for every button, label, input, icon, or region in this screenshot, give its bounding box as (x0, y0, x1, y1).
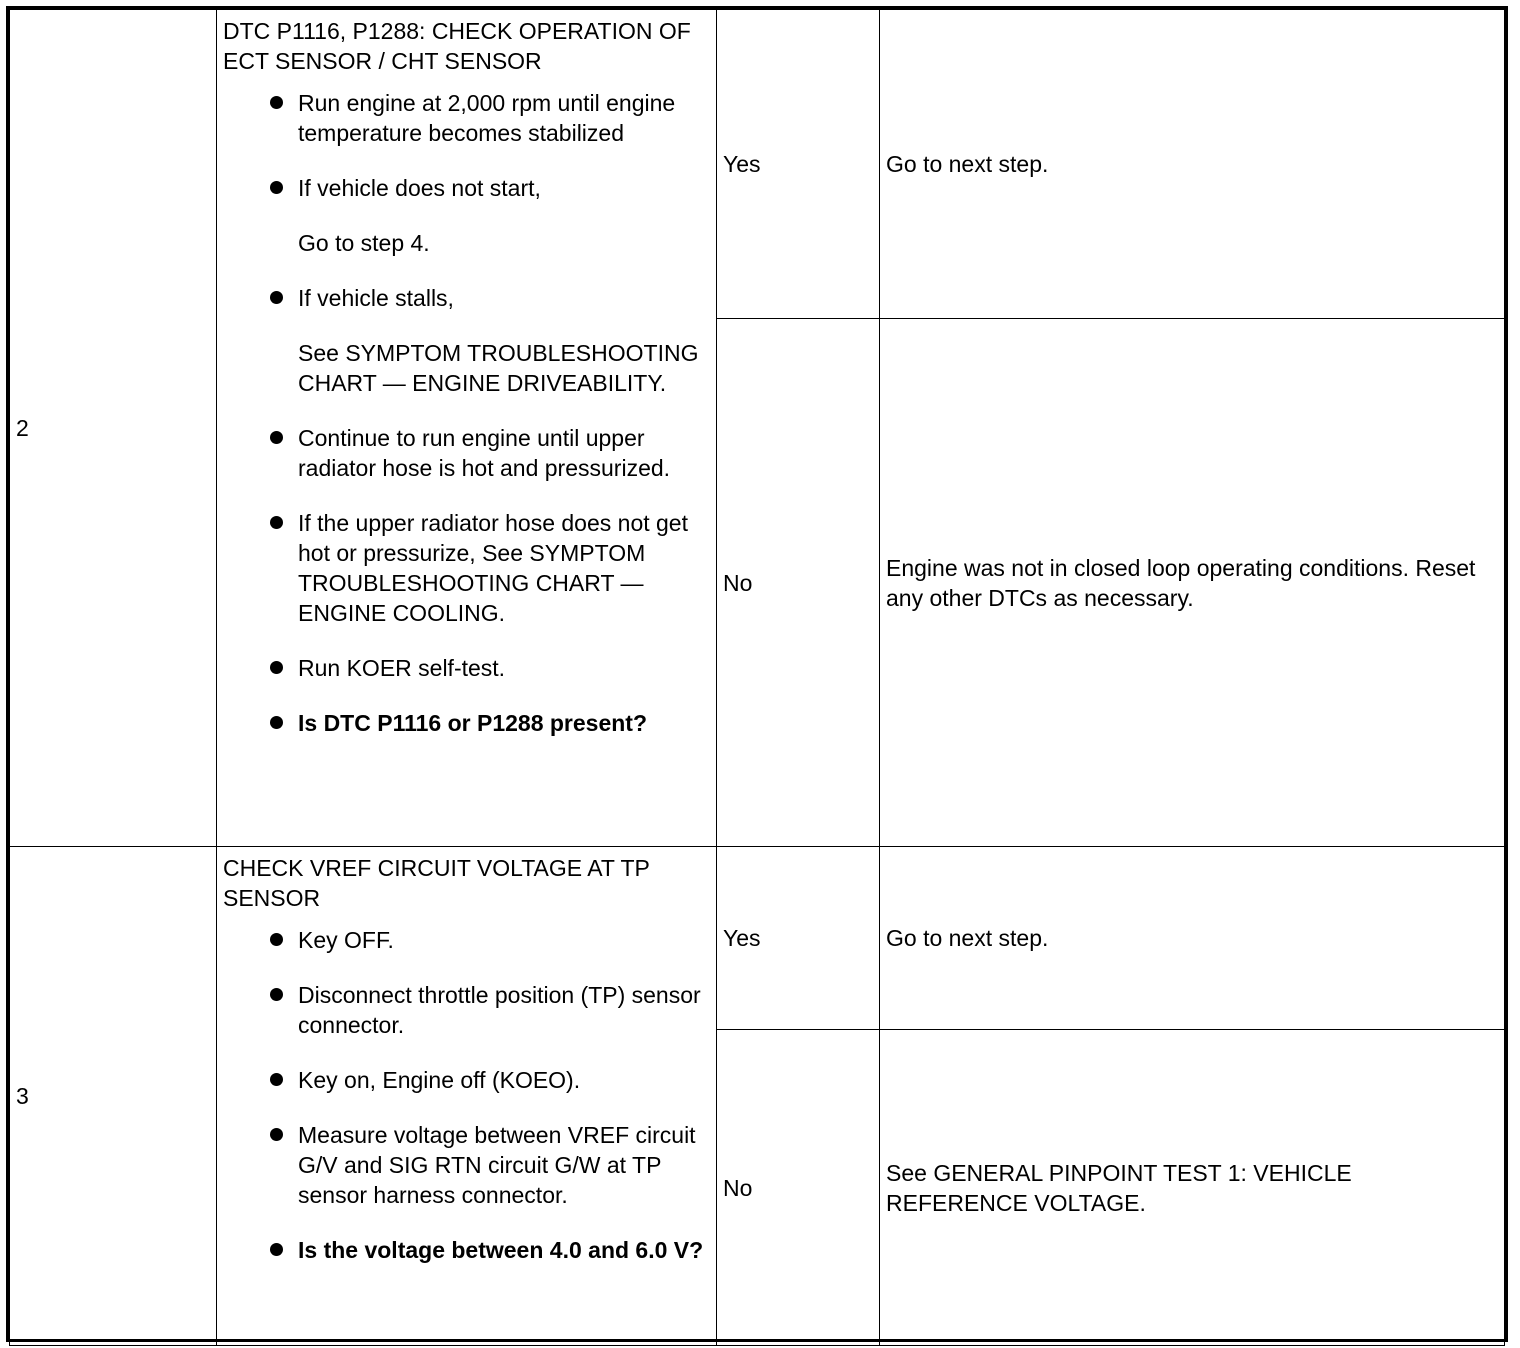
table-row (10, 847, 1505, 1030)
diagnostic-table (9, 9, 1505, 1346)
bullet-icon (270, 716, 283, 729)
list-item (267, 980, 710, 1040)
action-text: Run engine at 2,000 rpm until engine temperature becomes stabilized (298, 90, 676, 146)
list-item (267, 508, 710, 628)
question-text: Is the voltage between 4.0 and 6.0 V? (298, 1237, 704, 1263)
step-number: 3 (10, 847, 217, 1346)
bullet-icon (270, 661, 283, 674)
action-text: Disconnect throttle position (TP) sensor connector. (298, 982, 701, 1038)
result-label-yes: Yes (717, 847, 880, 1030)
table-row (10, 10, 1505, 319)
action-text: If vehicle does not start, (298, 175, 541, 201)
action-text: If the upper radiator hose does not get hot or pressurize, See SYMPTOM TROUBLESHOOTING CHART — ENGINE COOLING. (298, 510, 688, 626)
action-subtext: See SYMPTOM TROUBLESHOOTING CHART — ENGINE DRIVEABILITY. (298, 340, 699, 396)
bullet-icon (270, 516, 283, 529)
result-label-yes: Yes (717, 10, 880, 319)
list-item (267, 1065, 710, 1095)
action-text: If vehicle stalls, (298, 285, 454, 311)
result-label-no: No (717, 1030, 880, 1346)
action-cell (217, 10, 717, 847)
step-number: 2 (10, 10, 217, 847)
result-action-no: Engine was not in closed loop operating conditions. Reset any other DTCs as necessary. (880, 319, 1505, 847)
list-item (267, 653, 710, 683)
bullet-icon (270, 1128, 283, 1141)
list-item (267, 1235, 710, 1265)
step-title: DTC P1116, P1288: CHECK OPERATION OF ECT SENSOR / CHT SENSOR (223, 18, 691, 74)
action-cell (217, 847, 717, 1346)
list-item (267, 283, 710, 398)
action-list (223, 925, 710, 1265)
action-text: Measure voltage between VREF circuit G/V and SIG RTN circuit G/W at TP sensor harness connector. (298, 1122, 696, 1208)
bullet-icon (270, 933, 283, 946)
list-item (267, 925, 710, 955)
step-title: CHECK VREF CIRCUIT VOLTAGE AT TP SENSOR (223, 855, 650, 911)
action-text: Continue to run engine until upper radiator hose is hot and pressurized. (298, 425, 671, 481)
bullet-icon (270, 96, 283, 109)
bullet-icon (270, 1243, 283, 1256)
diagnostic-table-frame (6, 6, 1508, 1342)
bullet-icon (270, 181, 283, 194)
bullet-icon (270, 431, 283, 444)
bullet-icon (270, 291, 283, 304)
list-item (267, 423, 710, 483)
list-item (267, 88, 710, 148)
result-action-yes: Go to next step. (880, 10, 1505, 319)
bullet-icon (270, 988, 283, 1001)
list-item (267, 708, 710, 738)
result-action-yes: Go to next step. (880, 847, 1505, 1030)
list-item (267, 173, 710, 258)
bullet-icon (270, 1073, 283, 1086)
action-text: Key OFF. (298, 927, 394, 953)
list-item (267, 1120, 710, 1210)
action-subtext: Go to step 4. (298, 230, 430, 256)
action-text: Key on, Engine off (KOEO). (298, 1067, 581, 1093)
action-text: Run KOER self-test. (298, 655, 506, 681)
result-label-no: No (717, 319, 880, 847)
result-action-no: See GENERAL PINPOINT TEST 1: VEHICLE REFERENCE VOLTAGE. (880, 1030, 1505, 1346)
action-list (223, 88, 710, 738)
question-text: Is DTC P1116 or P1288 present? (298, 710, 648, 736)
